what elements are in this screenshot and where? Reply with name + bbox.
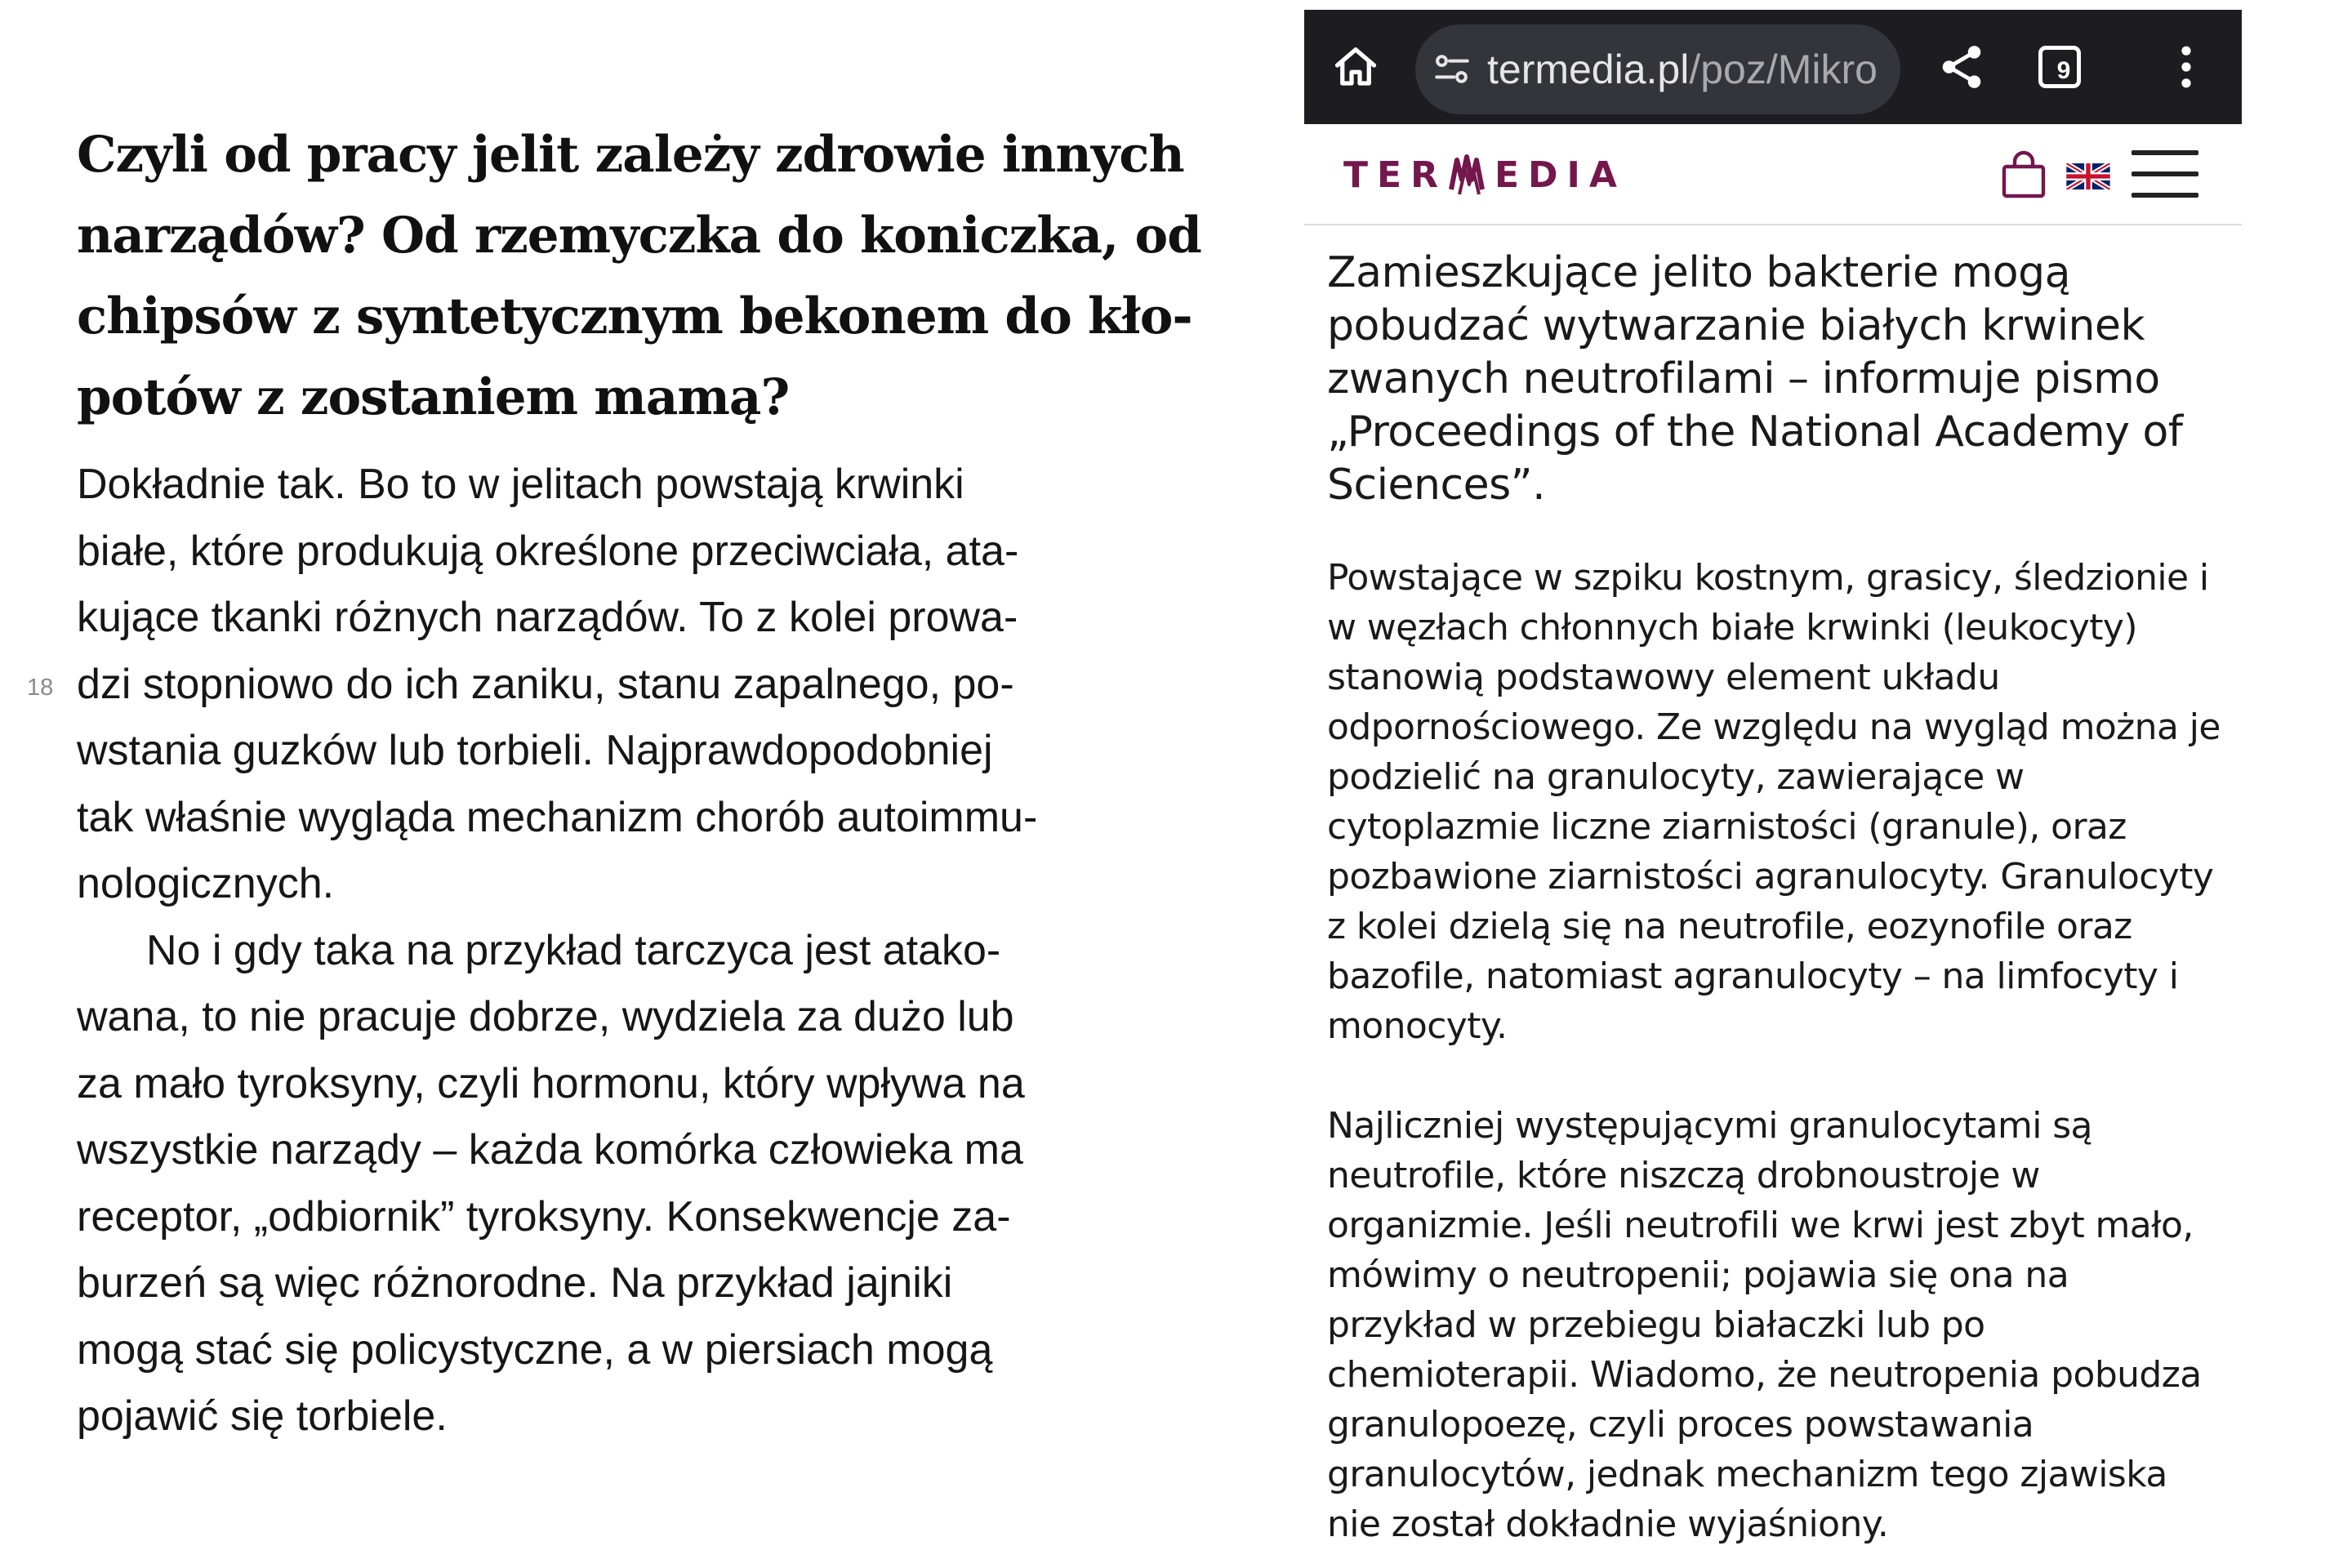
logo-text-right: EDIA xyxy=(1494,154,1626,196)
tabs-icon xyxy=(2038,46,2081,88)
body-line: wstania guzków lub torbieli. Najprawdopodobniej xyxy=(77,727,993,774)
article-lead: Zamieszkujące jelito bakterie mogą pobudzać wytwarzanie białych krwinek zwanych neutrofilami – informuje pismo „Proceedings of the National Academy of Sciences”. xyxy=(1327,248,2183,510)
body-line: wana, to nie pracuje dobrze, wydziela za dużo lub xyxy=(77,993,1014,1040)
tab-switcher-button[interactable] xyxy=(2031,10,2088,124)
hamburger-menu-icon[interactable] xyxy=(2132,149,2198,199)
body-line: nologicznych. xyxy=(77,860,335,907)
body-line: kujące tkanki różnych narządów. To z kolei prowa- xyxy=(77,594,1018,641)
body-line: białe, które produkują określone przeciwciała, ata- xyxy=(77,527,1019,575)
book-question-heading xyxy=(77,114,1201,438)
site-settings-icon[interactable] xyxy=(1432,49,1472,90)
url-text[interactable] xyxy=(1487,24,1878,114)
uk-flag-icon[interactable] xyxy=(2066,163,2110,189)
mobile-browser xyxy=(1304,10,2242,1568)
more-vertical-icon xyxy=(2178,44,2194,90)
address-bar[interactable] xyxy=(1415,24,1900,114)
heading-line: Czyli od pracy jelit zależy zdrowie innych xyxy=(77,126,1184,184)
body-line: receptor, „odbiornik” tyroksyny. Konsekwencje za- xyxy=(77,1192,1011,1241)
body-line: mogą stać się policystyczne, a w piersiach mogą xyxy=(77,1325,993,1374)
article-paragraph: Najliczniej występującymi granulocytami są neutrofile, które niszczą drobnoustroje w organizmie. Jeśli neutrofili we krwi jest zbyt mało, mówimy o neutropenii; pojawia się ona na przykład w przebiegu białaczki lub po chemioterapii. Wiadomo, że neutropenia pobudza granulopoezę, czyli proces powstawania granulocytów, jednak mechanizm tego zjawiska nie został dokładnie wyjaśniony. xyxy=(1327,1105,2202,1545)
heading-line: chipsów z syntetycznym bekonem do kło- xyxy=(77,287,1192,345)
more-options-button[interactable] xyxy=(2158,10,2215,124)
url-path: /poz/Mikro xyxy=(1689,47,1878,92)
body-line: za mało tyroksyny, czyli hormonu, który wpływa na xyxy=(77,1059,1025,1107)
body-line: pojawić się torbiele. xyxy=(77,1392,448,1440)
site-header xyxy=(1304,124,2242,225)
heading-line: narządów? Od rzemyczka do koniczka, od xyxy=(77,207,1201,265)
heading-line: potów z zostaniem mamą? xyxy=(77,368,790,426)
body-line: wszystkie narządy – każda komórka człowieka ma xyxy=(77,1126,1023,1174)
home-icon xyxy=(1331,42,1380,91)
logo-text-left: TER xyxy=(1343,154,1447,196)
body-line: tak właśnie wygląda mechanizm chorób autoimmu- xyxy=(77,793,1038,841)
share-button[interactable] xyxy=(1933,10,1990,124)
body-line: dzi stopniowo do ich zaniku, stanu zapalnego, po- xyxy=(77,660,1014,708)
shopping-bag-icon[interactable] xyxy=(2000,150,2047,199)
article-paragraph: Powstające w szpiku kostnym, grasicy, śledzionie i w węzłach chłonnych białe krwinki (leukocyty) stanowią podstawowy element układu odpornościowego. Ze względu na wygląd można je podzielić na granulocyty, zawierające w cytoplazmie liczne ziarnistości (granule), oraz pozbawione ziarnistości agranulocyty. Granulocyty z kolei dzielą się na neutrofile, eozynofile oraz bazofile, natomiast agranulocyty – na limfocyty i monocyty. xyxy=(1327,557,2221,1047)
logo-m-mark-icon xyxy=(1449,152,1490,198)
page-number: 18 xyxy=(27,675,54,701)
body-line: burzeń są więc różnorodne. Na przykład jajniki xyxy=(77,1259,953,1307)
book-answer-text xyxy=(77,452,1138,1450)
tab-count: 9 xyxy=(2056,57,2071,84)
article-content xyxy=(1327,247,2225,1549)
body-line: Dokładnie tak. Bo to w jelitach powstają krwinki xyxy=(77,461,964,508)
home-button[interactable] xyxy=(1327,10,1384,124)
termedia-logo[interactable] xyxy=(1343,150,1626,199)
body-line: No i gdy taka na przykład tarczyca jest atako- xyxy=(146,926,1001,974)
share-icon xyxy=(1936,42,1987,92)
url-domain: termedia.pl xyxy=(1487,47,1690,92)
browser-toolbar xyxy=(1304,10,2242,124)
